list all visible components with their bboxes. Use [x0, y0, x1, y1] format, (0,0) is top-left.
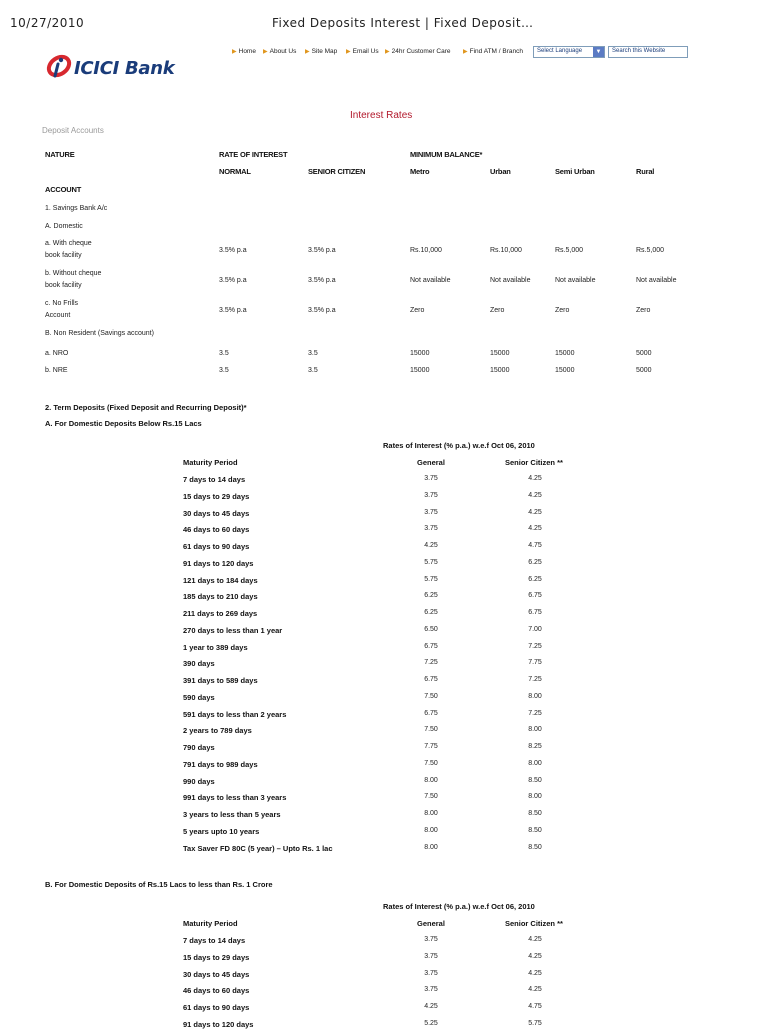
col-rate-of-interest: RATE OF INTEREST [219, 150, 288, 159]
rate-row-general: 4.25 [424, 1003, 438, 1010]
table-cell: 15000 [555, 367, 575, 374]
table-cell: 15000 [555, 350, 575, 357]
rate-row-period: 591 days to less than 2 years [183, 709, 287, 719]
rate-row-senior: 8.00 [528, 793, 542, 801]
rate-row-period: 15 days to 29 days [183, 491, 250, 501]
table-cell: Not available [490, 277, 531, 284]
rate-row-general: 7.25 [424, 659, 438, 667]
table-cell: 15000 [410, 350, 430, 357]
rate-row-period: 30 days to 45 days [183, 969, 250, 979]
table-cell: Not available [555, 277, 596, 284]
col-semi-urban: Semi Urban [555, 167, 595, 176]
rate-row-senior: 7.25 [528, 709, 542, 717]
rate-row-period: 185 days to 210 days [183, 592, 258, 602]
rate-row-general: 8.00 [424, 776, 438, 784]
rate-row-general: 7.75 [424, 743, 438, 750]
rate-row-senior: 8.50 [528, 843, 542, 851]
col-senior-citizen: SENIOR CITIZEN [308, 167, 366, 176]
page-title: Interest Rates [350, 110, 413, 121]
icici-bank-logo[interactable] [44, 50, 204, 84]
rate-row-general: 3.75 [424, 525, 438, 533]
table-cell: 15000 [490, 350, 510, 357]
rate-row-general: 8.00 [424, 843, 438, 851]
table-cell: 3.5% p.a [308, 307, 336, 314]
section-a-rates-heading: Rates of Interest (% p.a.) w.e.f Oct 06, 2010 [383, 441, 535, 450]
table-row-nature: a. NRO [45, 350, 69, 357]
rate-row-period: 7 days to 14 days [183, 475, 246, 484]
rate-row-period: 91 days to 120 days [183, 558, 254, 568]
rate-row-senior: 6.75 [528, 592, 542, 600]
rate-row-period: 121 days to 184 days [183, 575, 258, 585]
rate-row-senior: 4.25 [528, 936, 542, 943]
nav-arrow-icon: ▶ [263, 49, 268, 55]
nav-arrow-icon: ▶ [385, 49, 390, 55]
table-cell: 5000 [636, 367, 652, 374]
rate-row-general: 3.75 [424, 986, 438, 994]
nav-customer-care-link[interactable]: ▶ 24hr Customer Care [385, 48, 451, 55]
table-row-nature: b. Without cheque book facility [45, 270, 102, 289]
table-cell: Zero [555, 307, 570, 314]
table-cell: 3.5 [219, 367, 229, 374]
rate-row-senior: 7.25 [528, 642, 542, 650]
rate-row-general: 7.50 [424, 692, 438, 700]
nav-site-map-link[interactable]: ▶ Site Map [305, 48, 338, 55]
rate-row-general: 6.75 [424, 642, 438, 650]
table-cell: 3.5% p.a [219, 277, 247, 284]
rate-row-period: 791 days to 989 days [183, 759, 258, 769]
rate-row-general: 7.50 [424, 726, 438, 734]
table-cell: 3.5% p.a [308, 277, 336, 284]
rate-row-senior: 4.25 [528, 525, 542, 533]
rate-row-period: 61 days to 90 days [183, 542, 250, 551]
section-b-col-general: General [417, 919, 445, 928]
col-minimum-balance: MINIMUM BALANCE* [410, 150, 483, 159]
print-title: Fixed Deposits Interest | Fixed Deposit… [272, 16, 534, 30]
rate-row-senior: 8.50 [528, 776, 542, 784]
rate-row-senior: 8.50 [528, 810, 542, 817]
section-a-col-period: Maturity Period [183, 458, 238, 467]
nav-email-us-link[interactable]: ▶ Email Us [346, 48, 379, 55]
table-cell: 3.5 [219, 350, 229, 357]
rate-row-general: 6.50 [424, 625, 438, 633]
table-cell: Not available [636, 277, 677, 284]
section-a-col-general: General [417, 458, 445, 467]
rate-row-general: 6.75 [424, 709, 438, 717]
rate-row-general: 3.75 [424, 475, 438, 482]
table-cell: 3.5% p.a [308, 247, 336, 254]
table-row-nature: c. No Frills Account [45, 300, 79, 319]
rate-row-general: 6.25 [424, 609, 438, 616]
rate-row-senior: 8.50 [528, 826, 542, 834]
logo-text: ICICI Bank [74, 58, 175, 79]
col-urban: Urban [490, 167, 511, 176]
rate-row-period: 991 days to less than 3 years [183, 793, 287, 803]
rate-row-senior: 4.25 [528, 952, 542, 960]
rate-row-general: 7.50 [424, 759, 438, 767]
nav-home-link[interactable]: ▶ Home [232, 48, 256, 55]
rate-row-senior: 4.25 [528, 986, 542, 994]
rate-row-period: 590 days [183, 692, 215, 702]
rate-row-senior: 4.25 [528, 508, 542, 516]
rate-row-general: 5.25 [424, 1019, 438, 1027]
rate-row-general: 3.75 [424, 936, 438, 943]
rate-row-senior: 6.25 [528, 558, 542, 566]
print-header [0, 16, 768, 34]
nav-arrow-icon: ▶ [232, 49, 237, 55]
section-b-rates-heading: Rates of Interest (% p.a.) w.e.f Oct 06, 2010 [383, 902, 535, 911]
rate-row-period: 2 years to 789 days [183, 726, 252, 736]
rate-row-senior: 4.75 [528, 542, 542, 549]
rate-row-general: 8.00 [424, 810, 438, 817]
section-b-col-senior: Senior Citizen ** [505, 919, 563, 928]
rate-row-senior: 8.00 [528, 726, 542, 734]
rate-row-senior: 7.25 [528, 676, 542, 683]
rate-row-period: 790 days [183, 743, 215, 752]
nav-arrow-icon: ▶ [463, 49, 468, 55]
table-cell: 3.5% p.a [219, 307, 247, 314]
non-resident-title: B. Non Resident (Savings account) [45, 330, 154, 337]
table-cell: Zero [636, 307, 651, 314]
rate-row-general: 3.75 [424, 969, 438, 977]
rate-row-period: 390 days [183, 659, 215, 669]
col-nature: NATURE [45, 150, 75, 159]
rate-row-period: 990 days [183, 776, 215, 786]
col-rural: Rural [636, 167, 655, 176]
rate-row-senior: 7.00 [528, 625, 542, 633]
section-label: Deposit Accounts [42, 126, 104, 135]
rate-row-period: 3 years to less than 5 years [183, 810, 281, 819]
col-normal: NORMAL [219, 167, 251, 176]
section-a-title: A. For Domestic Deposits Below Rs.15 Lacs [45, 419, 202, 428]
rate-row-period: 7 days to 14 days [183, 936, 246, 945]
chevron-down-icon: ▼ [593, 47, 604, 57]
rate-row-general: 7.50 [424, 793, 438, 801]
rate-row-period: 1 year to 389 days [183, 642, 248, 652]
table-row-nature: a. With cheque book facility [45, 240, 92, 259]
table-cell: Not available [410, 277, 451, 284]
table-cell: 15000 [410, 367, 430, 374]
rate-row-senior: 4.25 [528, 969, 542, 977]
rate-row-senior: 8.25 [528, 743, 542, 750]
rate-row-general: 3.75 [424, 508, 438, 516]
table-cell: 5000 [636, 350, 652, 357]
rate-row-general: 3.75 [424, 491, 438, 499]
rate-row-period: 270 days to less than 1 year [183, 625, 283, 635]
rate-row-senior: 8.00 [528, 692, 542, 700]
nav-find-atm-link[interactable]: ▶ Find ATM / Branch [463, 48, 523, 55]
rate-row-senior: 6.75 [528, 609, 542, 616]
nav-arrow-icon: ▶ [346, 49, 351, 55]
table-cell: 3.5% p.a [219, 247, 247, 254]
rate-row-general: 5.75 [424, 575, 438, 583]
nav-about-us-link[interactable]: ▶ About Us [263, 48, 297, 55]
rate-row-general: 6.25 [424, 592, 438, 600]
table-cell: Rs.5,000 [555, 247, 584, 254]
rate-row-general: 4.25 [424, 542, 438, 549]
rate-row-period: 30 days to 45 days [183, 508, 250, 518]
rate-row-period: 211 days to 269 days [183, 609, 258, 618]
table-cell: 3.5 [308, 367, 318, 374]
rate-row-period: 46 days to 60 days [183, 525, 250, 535]
rate-row-senior: 6.25 [528, 575, 542, 583]
rate-row-period: 46 days to 60 days [183, 986, 250, 996]
table-cell: Rs.10,000 [410, 247, 442, 254]
icici-swirl-icon [44, 52, 74, 82]
table-cell: Zero [410, 307, 425, 314]
rate-row-senior: 4.75 [528, 1003, 542, 1010]
rate-row-period: 5 years upto 10 years [183, 826, 260, 836]
col-account: ACCOUNT [45, 185, 82, 194]
table-cell: 15000 [490, 367, 510, 374]
rate-row-senior: 4.25 [528, 491, 542, 499]
search-input[interactable]: Search this Website [608, 46, 688, 58]
rate-row-general: 3.75 [424, 952, 438, 960]
rate-row-general: 5.75 [424, 558, 438, 566]
rate-row-senior: 4.25 [528, 475, 542, 482]
table-cell: 3.5 [308, 350, 318, 357]
rate-row-general: 8.00 [424, 826, 438, 834]
table-cell: Rs.5,000 [636, 247, 665, 254]
nav-arrow-icon: ▶ [305, 49, 310, 55]
language-select[interactable]: Select Language ▼ [533, 46, 605, 58]
term-deposits-title: 2. Term Deposits (Fixed Deposit and Recurring Deposit)* [45, 403, 247, 412]
rate-row-period: Tax Saver FD 80C (5 year) – Upto Rs. 1 lac [183, 843, 333, 853]
savings-title: 1. Savings Bank A/c [45, 205, 108, 212]
domestic-title: A. Domestic [45, 223, 83, 230]
rate-row-senior: 7.75 [528, 659, 542, 667]
table-cell: Rs.10,000 [490, 247, 522, 254]
rate-row-senior: 8.00 [528, 759, 542, 767]
section-b-col-period: Maturity Period [183, 919, 238, 928]
section-b-title: B. For Domestic Deposits of Rs.15 Lacs to less than Rs. 1 Crore [45, 880, 273, 889]
section-a-col-senior: Senior Citizen ** [505, 458, 563, 467]
rate-row-period: 61 days to 90 days [183, 1003, 250, 1012]
col-metro: Metro [410, 167, 430, 176]
rate-row-period: 391 days to 589 days [183, 676, 258, 685]
rate-row-period: 15 days to 29 days [183, 952, 250, 962]
table-cell: Zero [490, 307, 505, 314]
rate-row-general: 6.75 [424, 676, 438, 683]
rate-row-period: 91 days to 120 days [183, 1019, 254, 1029]
print-date: 10/27/2010 [10, 16, 85, 30]
table-row-nature: b. NRE [45, 367, 68, 374]
rate-row-senior: 5.75 [528, 1019, 542, 1027]
